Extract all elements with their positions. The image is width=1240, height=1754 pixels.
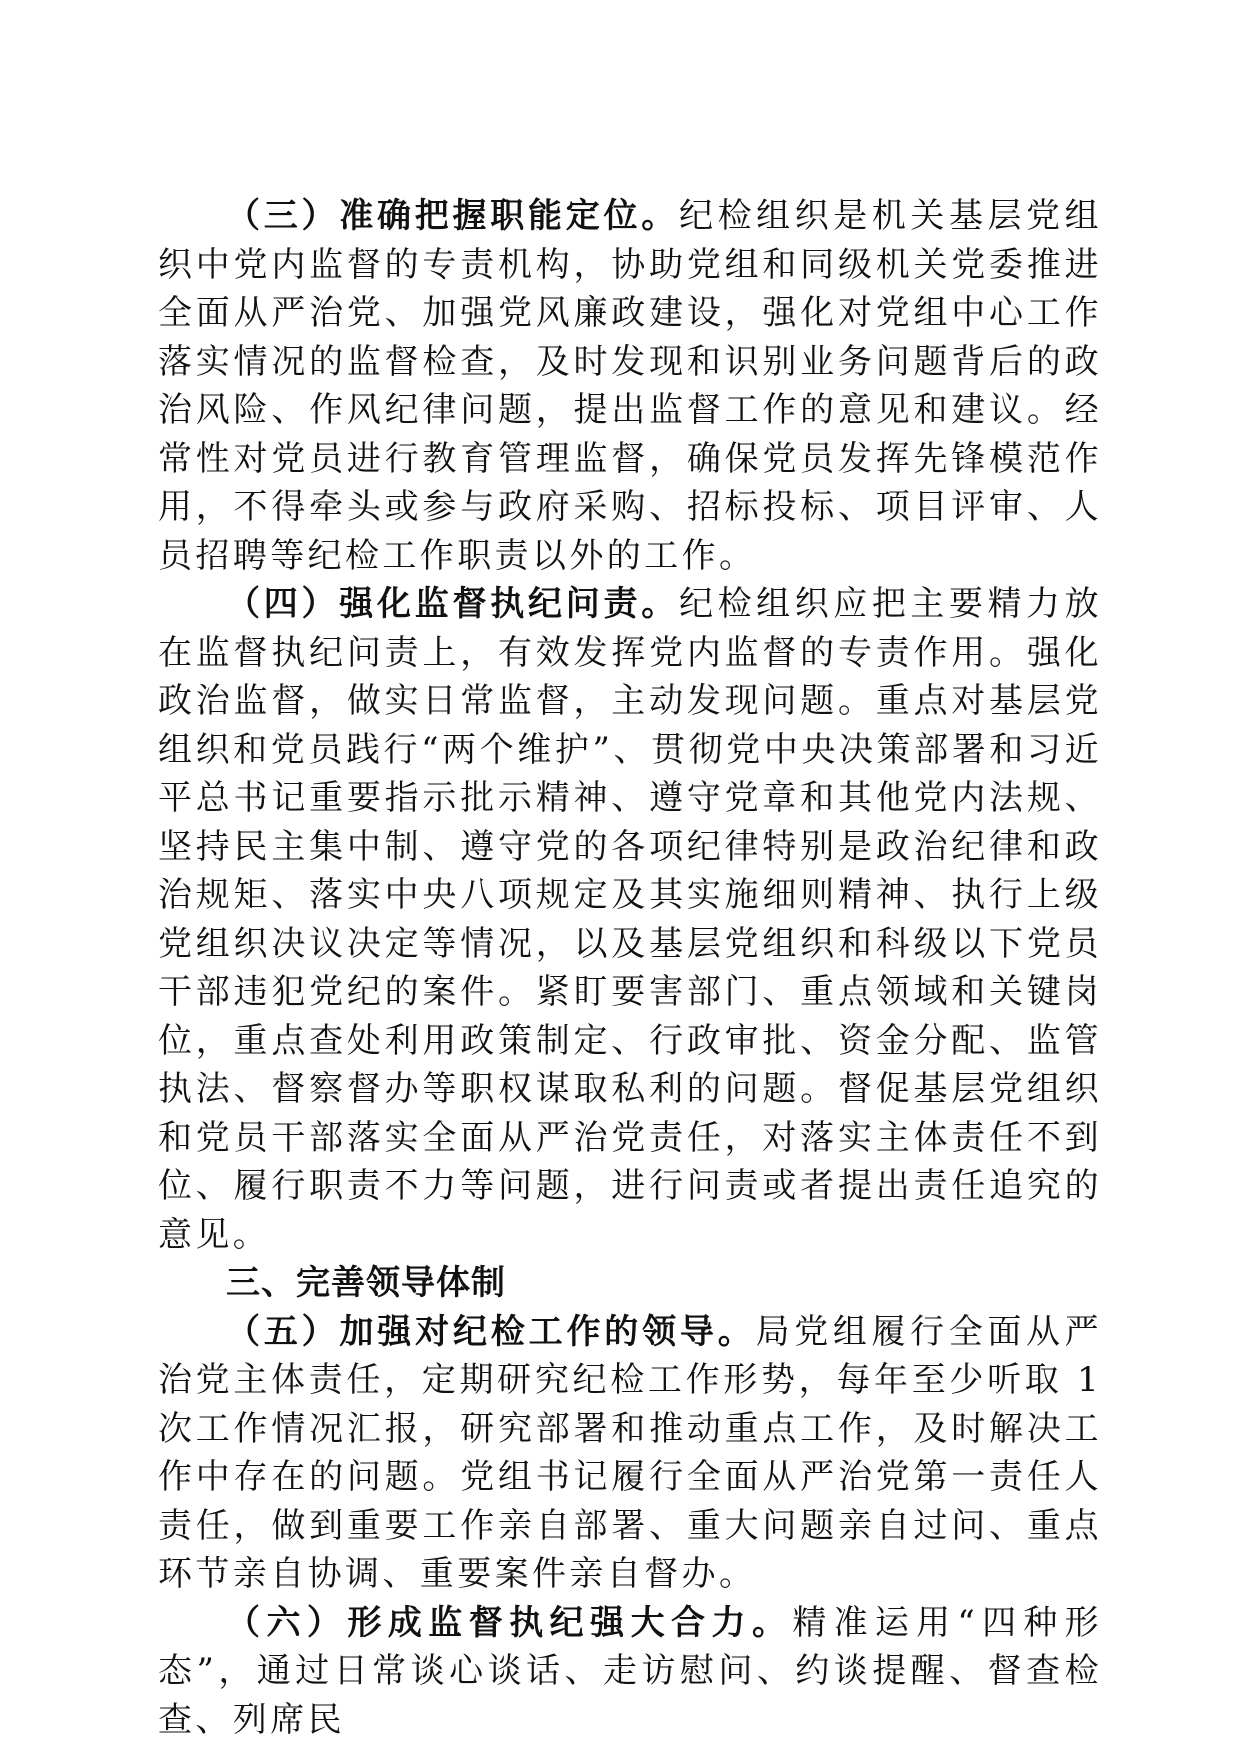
paragraph-6-body: 精准运用“四种形态”，通过日常谈心谈话、走访慰问、约谈提醒、督查检查、列席民 [158, 1602, 1102, 1740]
paragraph-5-body: 局党组履行全面从严治党主体责任，定期研究纪检工作形势，每年至少听取 1 次工作情况汇报，研究部署和推动重点工作，及时解决工作中存在的问题。党组书记履行全面从严治党第一责任人责任，做到重要工作亲自部署、重大问题亲自过问、重点环节亲自协调、重要案件亲自督办。 [158, 1311, 1102, 1594]
paragraph-3 [158, 192, 1102, 580]
paragraph-5-lead: （五）加强对纪检工作的领导。 [226, 1311, 756, 1352]
paragraph-6 [158, 1599, 1102, 1745]
paragraph-3-body: 纪检组织是机关基层党组织中党内监督的专责机构，协助党组和同级机关党委推进全面从严治党、加强党风廉政建设，强化对党组中心工作落实情况的监督检查，及时发现和识别业务问题背后的政治风险、作风纪律问题，提出监督工作的意见和建议。经常性对党员进行教育管理监督，确保党员发挥先锋模范作用，不得牵头或参与政府采购、招标投标、项目评审、人员招聘等纪检工作职责以外的工作。 [158, 196, 1103, 576]
section-heading: 三、完善领导体制 [226, 1263, 506, 1303]
paragraph-4-body: 纪检组织应把主要精力放在监督执纪问责上，有效发挥党内监督的专责作用。强化政治监督，做实日常监督，主动发现问题。重点对基层党组织和党员践行“两个维护”、贯彻党中央决策部署和习近平总书记重要指示批示精神、遵守党章和其他党内法规、坚持民主集中制、遵守党的各项纪律特别是政治纪律和政治规矩、落实中央八项规定及其实施细则精神、执行上级党组织决议决定等情况，以及基层党组织和科级以下党员干部违犯党纪的案件。紧盯要害部门、重点领域和关键岗位，重点查处利用政策制定、行政审批、资金分配、监管执法、督察督办等职权谋取私利的问题。督促基层党组织和党员干部落实全面从严治党责任，对落实主体责任不到位、履行职责不力等问题，进行问责或者提出责任追究的意见。 [158, 584, 1103, 1255]
paragraph-4-lead: （四）强化监督执纪问责。 [226, 584, 680, 624]
paragraph-6-lead: （六）形成监督执纪强大合力。 [226, 1602, 793, 1643]
paragraph-5 [158, 1308, 1102, 1599]
document-body [158, 192, 1102, 1744]
paragraph-3-lead: （三）准确把握职能定位。 [226, 196, 680, 236]
paragraph-4 [158, 580, 1102, 1259]
